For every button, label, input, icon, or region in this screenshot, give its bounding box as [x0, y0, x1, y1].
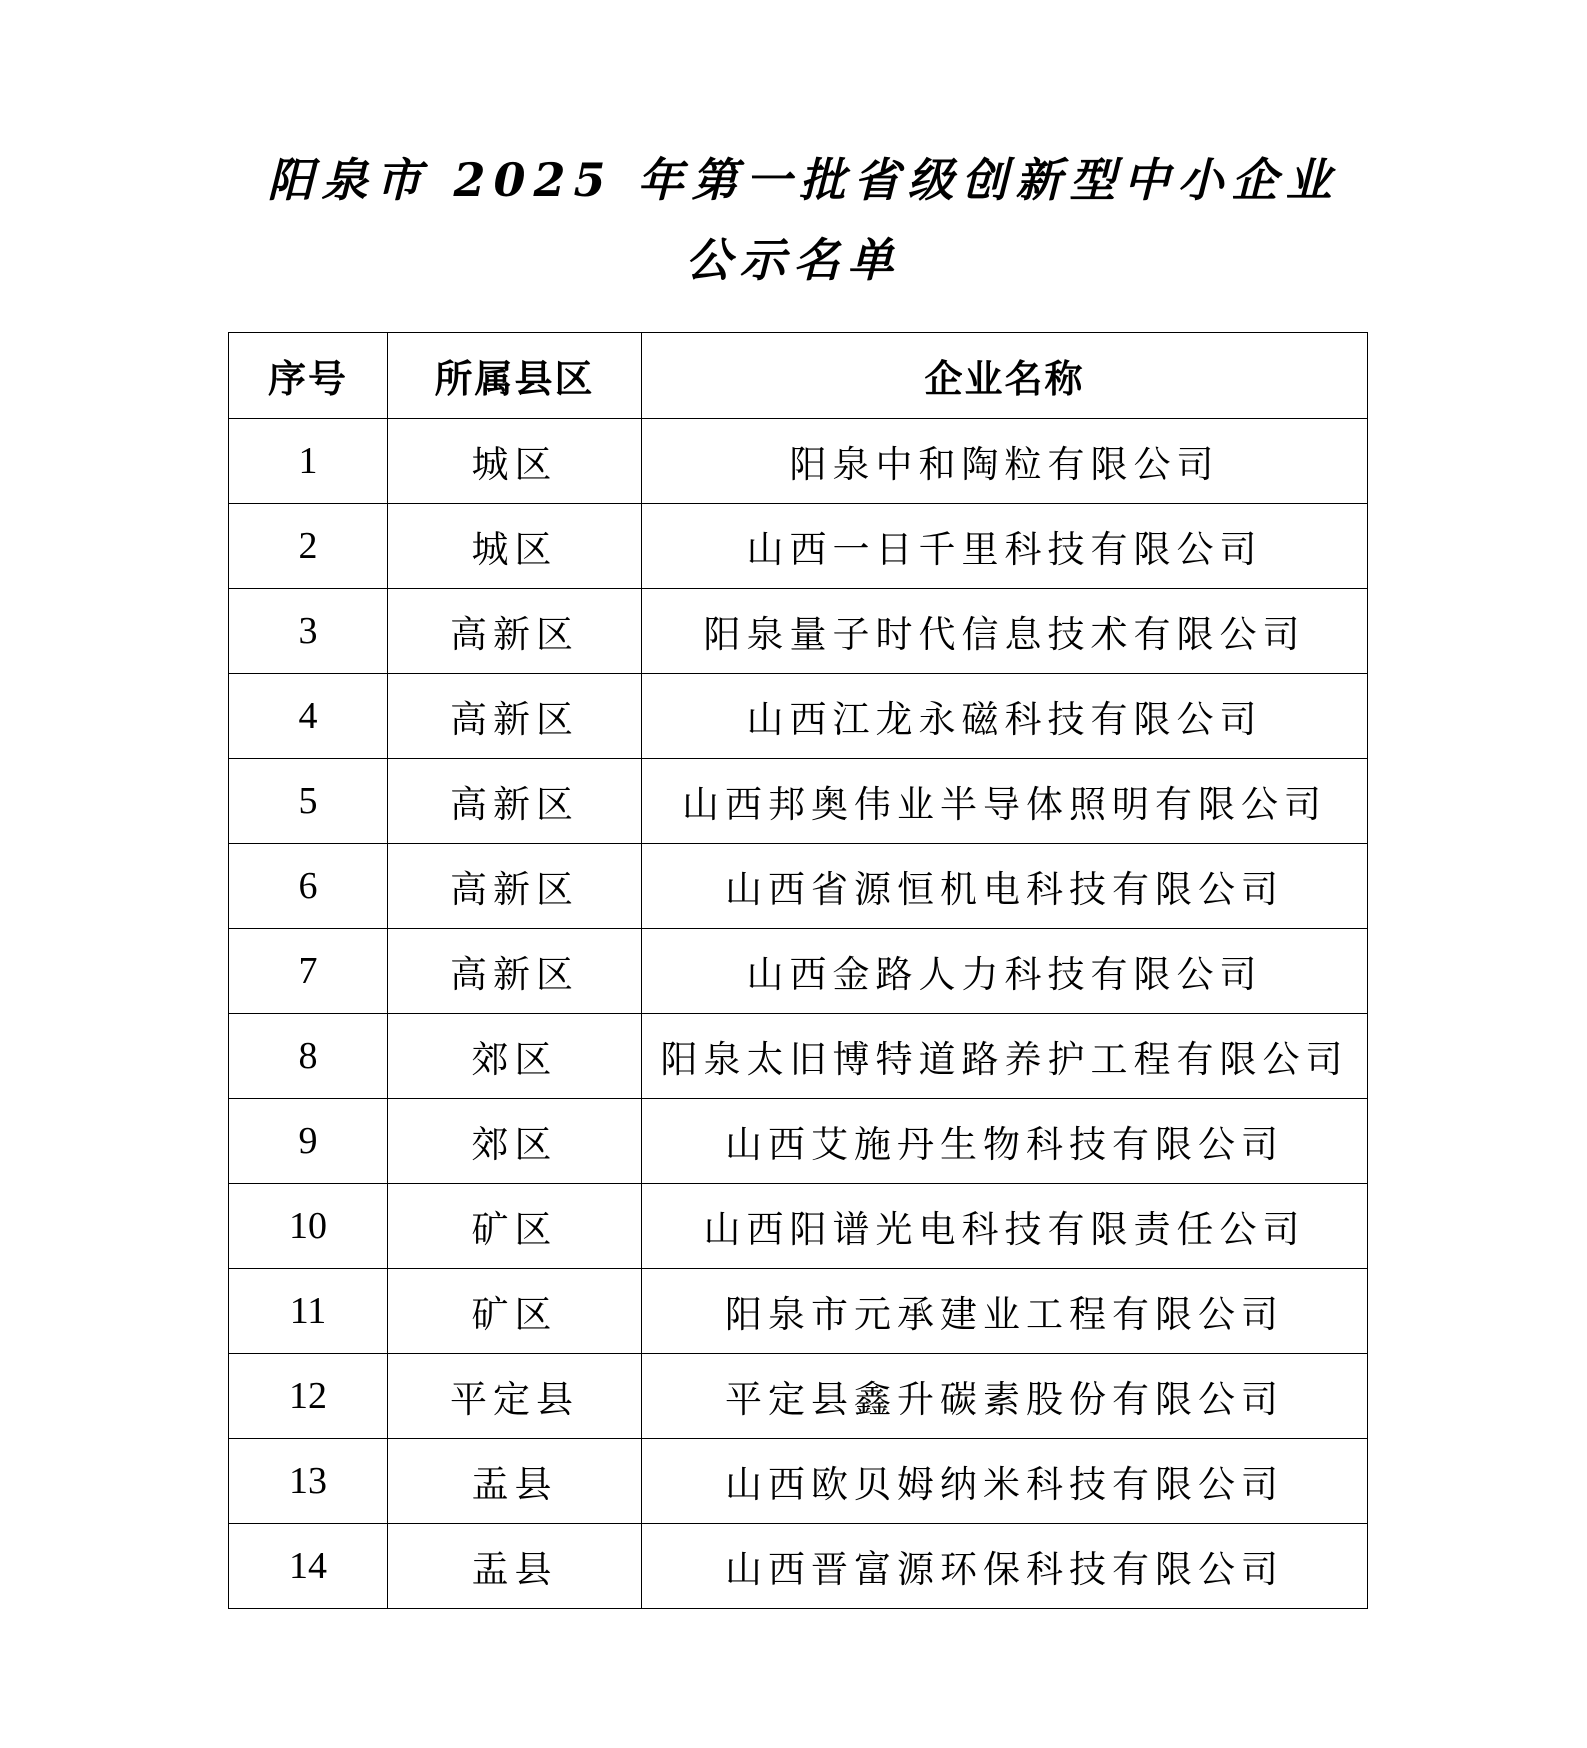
enterprise-table	[228, 332, 1368, 1609]
cell-company: 山西邦奥伟业半导体照明有限公司	[642, 759, 1368, 844]
cell-company: 阳泉市元承建业工程有限公司	[642, 1269, 1368, 1354]
cell-district: 高新区	[388, 929, 642, 1014]
table-row	[229, 759, 1368, 844]
cell-company: 阳泉量子时代信息技术有限公司	[642, 589, 1368, 674]
table-row	[229, 1184, 1368, 1269]
cell-number: 5	[229, 759, 388, 844]
cell-number: 2	[229, 504, 388, 589]
cell-district: 城区	[388, 419, 642, 504]
header-district: 所属县区	[388, 333, 642, 419]
cell-company: 山西一日千里科技有限公司	[642, 504, 1368, 589]
cell-number: 8	[229, 1014, 388, 1099]
table-header-row	[229, 333, 1368, 419]
table-row	[229, 1439, 1368, 1524]
table-row	[229, 844, 1368, 929]
cell-district: 郊区	[388, 1014, 642, 1099]
table-row	[229, 674, 1368, 759]
cell-company: 阳泉太旧博特道路养护工程有限公司	[642, 1014, 1368, 1099]
cell-company: 山西阳谱光电科技有限责任公司	[642, 1184, 1368, 1269]
cell-number: 7	[229, 929, 388, 1014]
table-row	[229, 929, 1368, 1014]
cell-number: 12	[229, 1354, 388, 1439]
cell-company: 山西江龙永磁科技有限公司	[642, 674, 1368, 759]
cell-company: 山西欧贝姆纳米科技有限公司	[642, 1439, 1368, 1524]
table-row	[229, 419, 1368, 504]
cell-company: 山西金路人力科技有限公司	[642, 929, 1368, 1014]
cell-district: 矿区	[388, 1269, 642, 1354]
cell-district: 高新区	[388, 589, 642, 674]
document-title	[0, 140, 1587, 300]
table-row	[229, 1269, 1368, 1354]
cell-company: 山西晋富源环保科技有限公司	[642, 1524, 1368, 1609]
title-line-2: 公示名单	[685, 233, 902, 287]
cell-company: 阳泉中和陶粒有限公司	[642, 419, 1368, 504]
cell-company: 山西省源恒机电科技有限公司	[642, 844, 1368, 929]
cell-number: 6	[229, 844, 388, 929]
header-company: 企业名称	[642, 333, 1368, 419]
cell-number: 14	[229, 1524, 388, 1609]
cell-number: 11	[229, 1269, 388, 1354]
table-row	[229, 1014, 1368, 1099]
cell-district: 盂县	[388, 1439, 642, 1524]
cell-district: 高新区	[388, 674, 642, 759]
cell-district: 高新区	[388, 759, 642, 844]
cell-number: 4	[229, 674, 388, 759]
table-row	[229, 504, 1368, 589]
title-line-1: 阳泉市 2025 年第一批省级创新型中小企业	[267, 153, 1340, 207]
cell-number: 9	[229, 1099, 388, 1184]
table-row	[229, 589, 1368, 674]
cell-company: 平定县鑫升碳素股份有限公司	[642, 1354, 1368, 1439]
cell-company: 山西艾施丹生物科技有限公司	[642, 1099, 1368, 1184]
cell-district: 盂县	[388, 1524, 642, 1609]
table-row	[229, 1524, 1368, 1609]
cell-district: 高新区	[388, 844, 642, 929]
header-number: 序号	[229, 333, 388, 419]
cell-district: 郊区	[388, 1099, 642, 1184]
cell-number: 13	[229, 1439, 388, 1524]
cell-number: 1	[229, 419, 388, 504]
cell-district: 城区	[388, 504, 642, 589]
table-row	[229, 1099, 1368, 1184]
table-row	[229, 1354, 1368, 1439]
cell-number: 3	[229, 589, 388, 674]
cell-district: 平定县	[388, 1354, 642, 1439]
cell-number: 10	[229, 1184, 388, 1269]
cell-district: 矿区	[388, 1184, 642, 1269]
